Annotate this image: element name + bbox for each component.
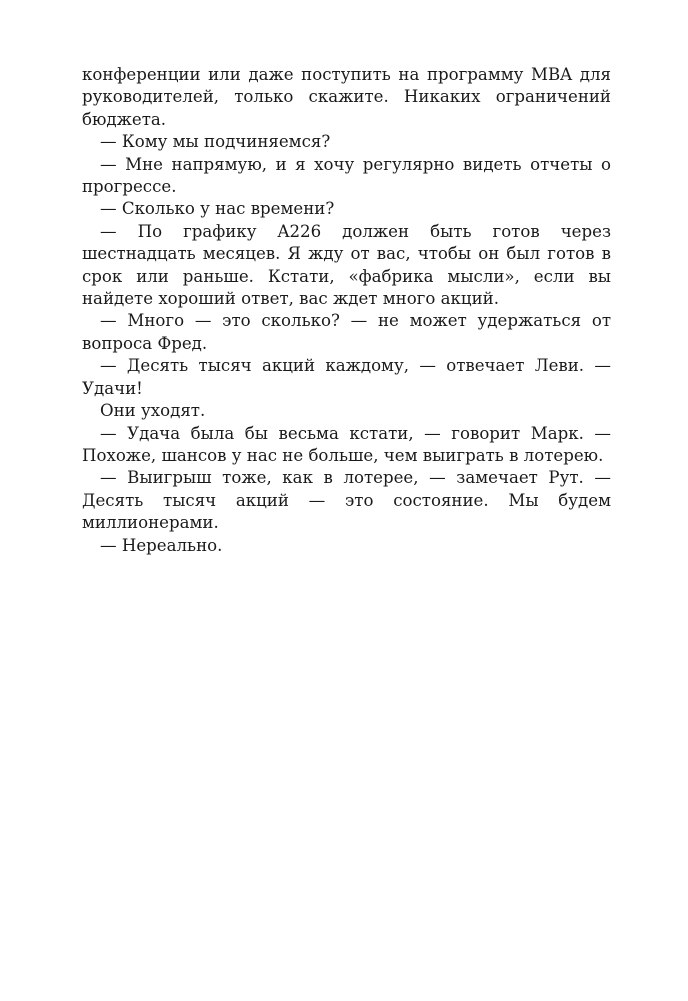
paragraph-6: — Много — это сколько? — не может удержаться от вопроса Фред. — [82, 311, 611, 353]
paragraph-1: конференции или даже поступить на программу MBA для руководителей, только скажите. Никаких ограничений бюджета. — [82, 65, 611, 129]
paragraph-5: — По графику A226 должен быть готов через шестнадцать месяцев. Я жду от вас, чтобы он был готов в срок или раньше. Кстати, «фабрика мысли», если вы найдете хороший ответ, вас ждет много акций. — [82, 221, 611, 309]
paragraph-4: — Сколько у нас времени? — [100, 199, 335, 219]
page-text — [82, 64, 611, 557]
paragraph-2: — Кому мы подчиняемся? — [100, 132, 331, 152]
paragraph-3: — Мне напрямую, и я хочу регулярно видеть отчеты о прогрессе. — [82, 154, 611, 197]
paragraph-7: — Десять тысяч акций каждому, — отвечает Леви. — Удачи! — [82, 356, 611, 398]
paragraph-11: — Нереально. — [100, 535, 223, 555]
paragraph-8: Они уходят. — [100, 401, 206, 421]
paragraph-10: — Выигрыш тоже, как в лотерее, — замечает Рут. — Десять тысяч акций — это состояние. Мы будем миллионерами. — [82, 468, 611, 533]
paragraph-9: — Удача была бы весьма кстати, — говорит Марк. — Похоже, шансов у нас не больше, чем выиграть в лотерею. — [82, 423, 611, 465]
